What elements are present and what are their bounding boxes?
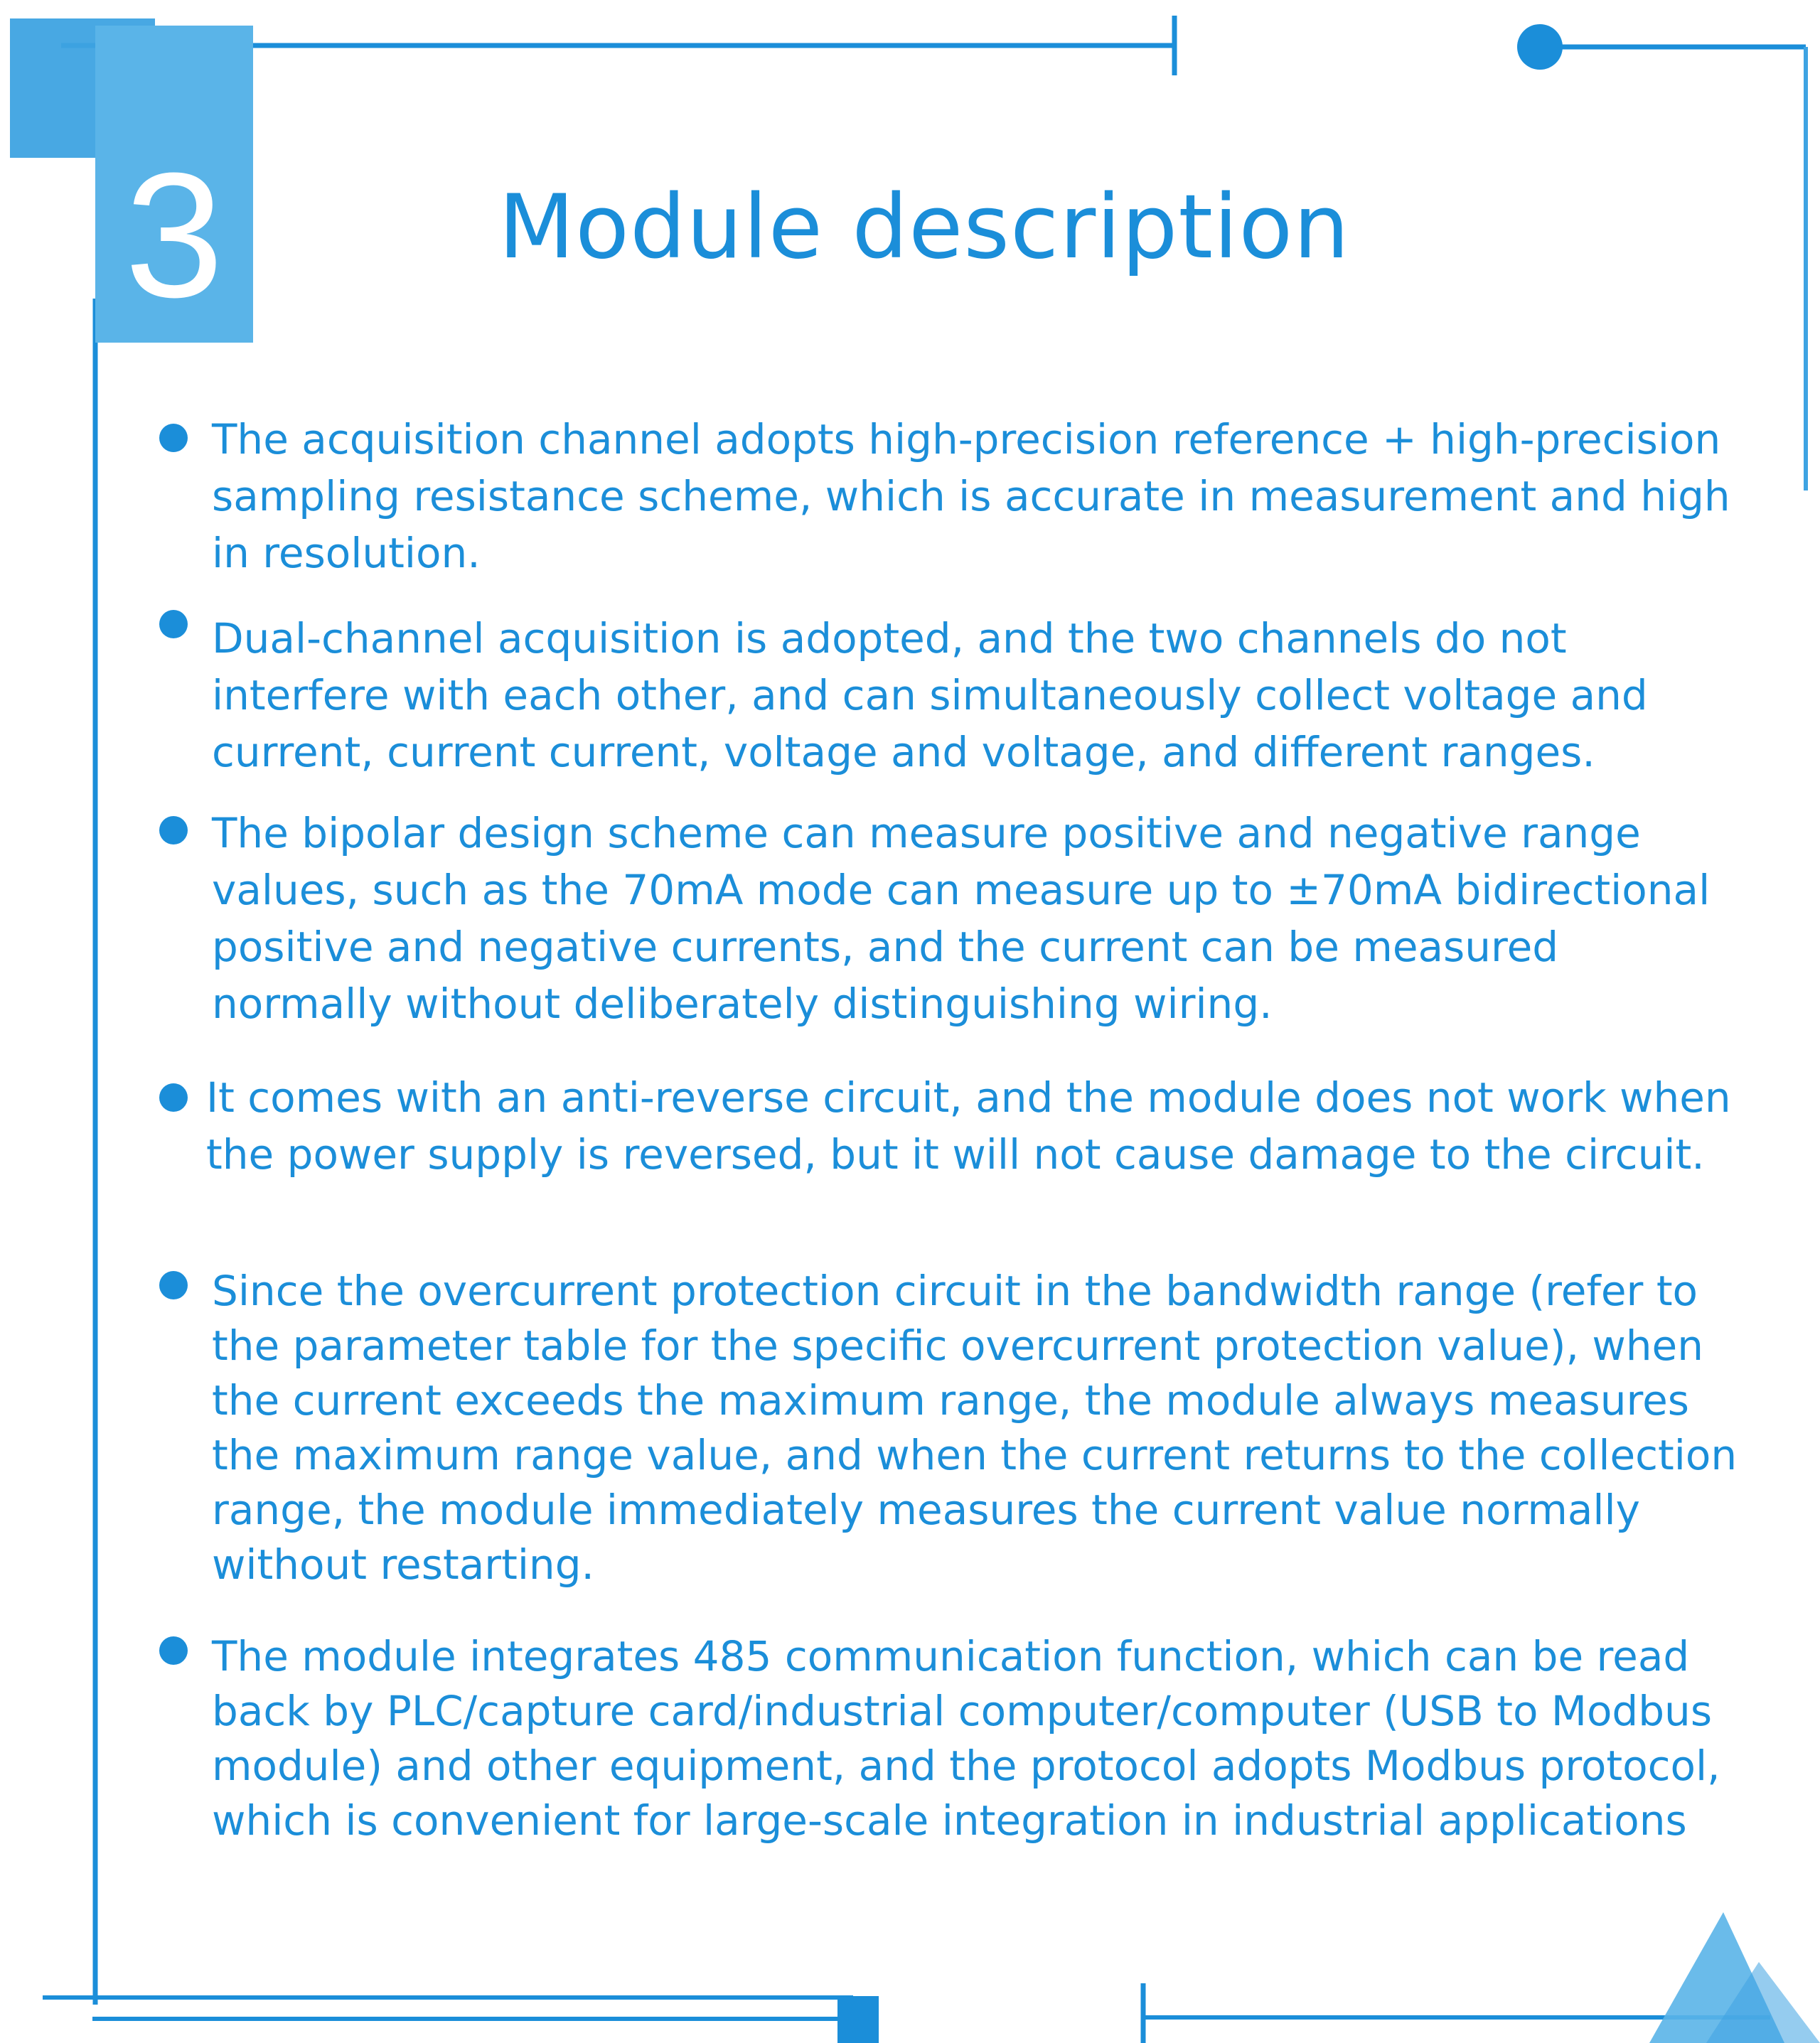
feature-text: The bipolar design scheme can measure positive and negative range values, such as the 70mA mode can measure up to ±70mA bidirectional positive and negative currents, and the current can be measured normally without deliberately distinguishing wiring. [212, 809, 1711, 1028]
section-number: 3 [124, 136, 224, 334]
bullet-dot-icon [159, 1083, 188, 1112]
bullet-dot-icon [159, 1636, 188, 1665]
page-title: Module description [498, 176, 1350, 279]
feature-text: The acquisition channel adopts high-precision reference + high-precision sampling resistance scheme, which is accurate in measurement and high in resolution. [212, 415, 1730, 577]
feature-text: Since the overcurrent protection circuit in the bandwidth range (refer to the parameter table for the specific overcurrent protection value), when the current exceeds the maximum range, the module always measures the maximum range value, and when the current returns to the collection range, the module immediately measures the current value normally without restarting. [212, 1267, 1738, 1589]
bullet-dot-icon [159, 424, 188, 452]
feature-text: The module integrates 485 communication function, which can be read back by PLC/capture card/industrial computer/computer (USB to Modbus module) and other equipment, and the protocol adopts Modbus protocol, which is convenient for large-scale integration in industrial applications [212, 1632, 1720, 1845]
bullet-dot-icon [159, 816, 188, 844]
feature-text: Dual-channel acquisition is adopted, and the two channels do not interfere with each other, and can simultaneously collect voltage and current, current current, voltage and voltage, and different ranges. [212, 614, 1648, 776]
bullet-dot-icon [159, 1271, 188, 1299]
feature-text: It comes with an anti-reverse circuit, and the module does not work when the power supply is reversed, but it will not cause damage to the circuit. [206, 1073, 1731, 1179]
bullet-dot-icon [159, 610, 188, 638]
